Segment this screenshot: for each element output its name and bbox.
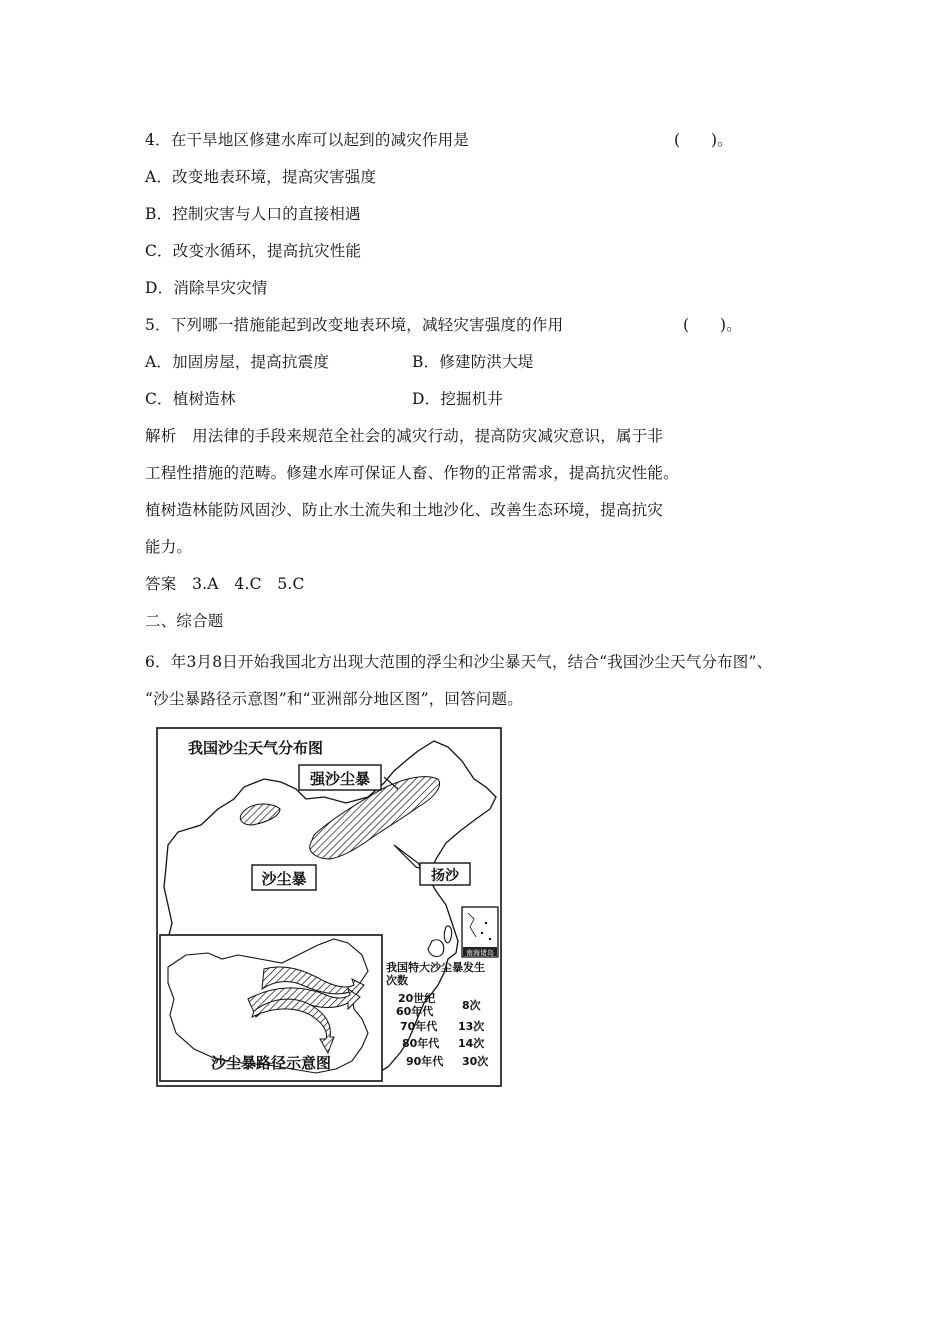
q4-option-b: B．控制灾害与人口的直接相遇 xyxy=(145,205,361,223)
analysis-line-3: 植树造林能防风固沙、防止水土流失和土地沙化、改善生态环境，提高抗灾 xyxy=(145,501,664,519)
table-caption-1: 我国特大沙尘暴发生 xyxy=(386,961,485,974)
q6-line-1: 6．年3月8日开始我国北方出现大范围的浮尘和沙尘暴天气，结合“我国沙尘天气分布图”、 xyxy=(145,653,773,671)
analysis-line-2: 工程性措施的范畴。修建水库可保证人畜、作物的正常需求，提高抗灾性能。 xyxy=(145,464,679,482)
storm-label: 沙尘暴 xyxy=(261,870,307,888)
path-inset-title: 沙尘暴路径示意图 xyxy=(210,1054,332,1072)
dust-weather-figure xyxy=(156,727,502,1087)
table-count-2: 13次 xyxy=(458,1020,485,1033)
q4-option-d: D．消除旱灾灾情 xyxy=(145,279,268,297)
q5-option-c: C．植树造林 xyxy=(145,390,236,408)
q6-line-2: “沙尘暴路径示意图”和“亚洲部分地区图”，回答问题。 xyxy=(145,690,523,708)
table-period-1b: 60年代 xyxy=(396,1005,434,1018)
q5-option-d: D．挖掘机井 xyxy=(412,390,504,408)
q4-bracket: ( )。 xyxy=(674,131,733,149)
q5-option-a: A．加固房屋，提高抗震度 xyxy=(145,353,330,371)
table-period-4: 90年代 xyxy=(406,1055,444,1068)
table-period-1a: 20世纪 xyxy=(398,992,436,1005)
blowing-sand-label: 扬沙 xyxy=(431,868,459,884)
q4-stem: 4．在干旱地区修建水库可以起到的减灾作用是 xyxy=(145,131,470,149)
q4-option-a: A．改变地表环境，提高灾害强度 xyxy=(145,168,377,186)
q5-option-b: B．修建防洪大堤 xyxy=(412,353,534,371)
table-period-2: 70年代 xyxy=(400,1020,438,1033)
answer-line: 答案 3.A 4.C 5.C xyxy=(145,575,305,593)
q5-stem: 5．下列哪一措施能起到改变地表环境，减轻灾害强度的作用 xyxy=(145,316,564,334)
q4-option-c: C．改变水循环，提高抗灾性能 xyxy=(145,242,362,260)
south-sea-label: 南海诸岛 xyxy=(466,949,494,957)
q5-bracket: ( )。 xyxy=(683,316,742,334)
table-count-3: 14次 xyxy=(458,1037,485,1050)
table-count-1: 8次 xyxy=(462,999,481,1012)
table-count-4: 30次 xyxy=(462,1055,489,1068)
section-heading: 二、综合题 xyxy=(145,612,224,630)
table-caption-2: 次数 xyxy=(386,974,408,987)
figure-title: 我国沙尘天气分布图 xyxy=(188,739,324,757)
analysis-line-4: 能力。 xyxy=(145,538,193,556)
taiwan-island xyxy=(444,926,451,943)
table-period-3: 80年代 xyxy=(402,1037,440,1050)
analysis-line-1: 解析 用法律的手段来规范全社会的减灾行动，提高防灾减灾意识，属于非 xyxy=(145,427,664,445)
strong-storm-label: 强沙尘暴 xyxy=(309,770,371,788)
